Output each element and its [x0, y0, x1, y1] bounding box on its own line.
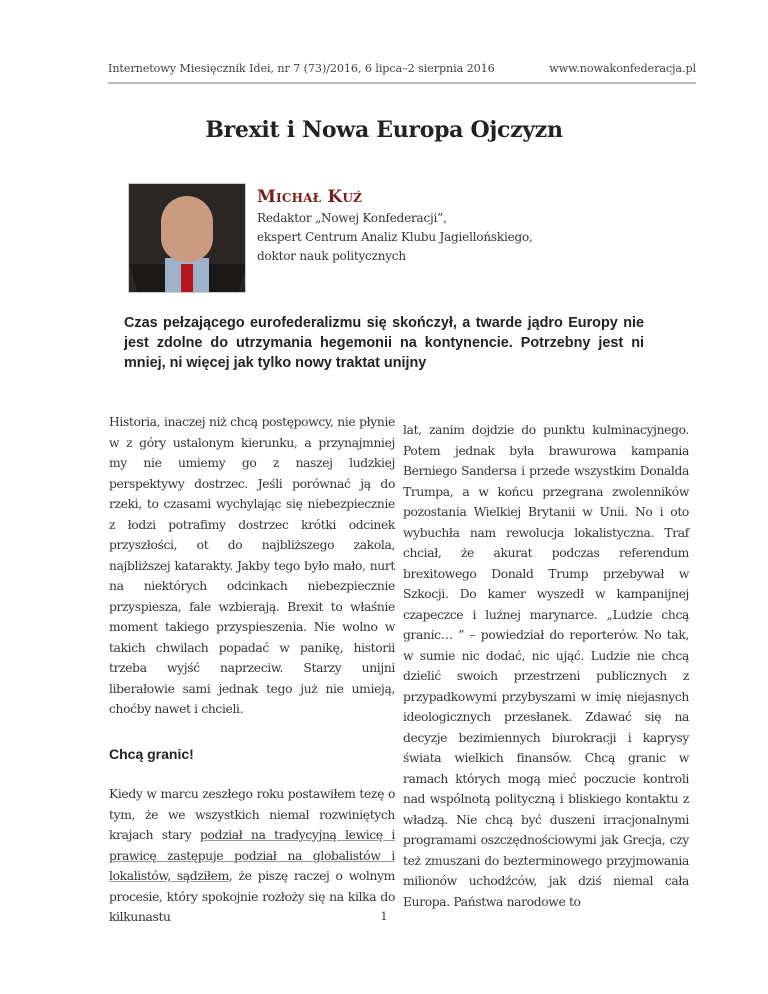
left-column: [109, 412, 395, 928]
photo-tie: [181, 264, 193, 293]
publication-info: Internetowy Miesięcznik Idei, nr 7 (73)/2016, 6 lipca–2 sierpnia 2016: [108, 62, 495, 75]
author-photo: [128, 183, 246, 293]
article-title: Brexit i Nowa Europa Ojczyzn: [205, 117, 563, 143]
right-column: [403, 420, 689, 912]
paragraph: [109, 784, 395, 928]
section-subheading: Chcą granic!: [109, 745, 194, 762]
running-header: [108, 58, 696, 84]
author-info: [257, 187, 577, 266]
author-bio-line: Redaktor „Nowej Konfederacji”,: [257, 211, 447, 225]
paragraph-text: , że piszę raczej o wolnym procesie, który spokojnie rozłoży się na kilka do kilkunastu: [109, 869, 395, 924]
author-bio-line: ekspert Centrum Analiz Klubu Jagiellońskiego,: [257, 230, 533, 244]
photo-head: [161, 196, 213, 262]
article-lead: Czas pełzającego eurofederalizmu się skończył, a twarde jądro Europy nie jest zdolne do utrzymania hegemonii na kontynencie. Potrzebny jest ni mniej, ni więcej jak tylko nowy traktat unijny: [124, 315, 644, 371]
paragraph: lat, zanim dojdzie do punktu kulminacyjnego. Potem jednak była brawurowa kampania Berniego Sandersa i przede wszystkim Donalda Trumpa, a w końcu przegrana zwolenników pozostania Wielkiej Brytanii w Unii. No i oto wybuchła nam rewolucja lokalistyczna. Traf chciał, że akurat podczas referendum brexitowego Donald Trump przebywał w Szkocji. Do kamer wyszedł w kampanijnej czapeczce i luźnej marynarce. „Ludzie chcą granic… ” – powiedział do reporterów. No tak, w sumie nic dodać, nic ująć. Ludzie nie chcą dzielić swoich przestrzeni publicznych z przypadkowymi przybyszami w imię niejasnych ideologicznych przesłanek. Zdawać się na decyzje bezimiennych biurokracji i kaprysy świata wielkich finansów. Chcą granic w ramach których mogą mieć poczucie kontroli nad wspólnotą polityczną i bliskiego kontaktu z władzą. Nie chcą być duszeni irracjonalnymi programami oszczędnościowymi jak Grecja, czy też zmuszani do bezterminowego przyjmowania milionów uchodźców, jak dziś niemal cała Europa. Państwa narodowe to: [403, 423, 689, 909]
website-url: www.nowakonfederacja.pl: [549, 62, 696, 75]
paragraph: Historia, inaczej niż chcą postępowcy, nie płynie w z góry ustalonym kierunku, a przynajmniej my nie umiemy go z naszej ludzkiej perspektywy dostrzec. Jeśli porównać ją do rzeki, to czasami wychylając się niebezpiecznie z łodzi potrafimy dostrzec krótki odcinek przyszłości, ot do najbliższego zakola, najbliższej katarakty. Jakby tego było mało, nurt na niektórych odcinkach niebezpiecznie przyspiesza, fale wzbierają. Brexit to właśnie moment takiego przyspieszenia. Nie wolno w takich chwilach popadać w panikę, historii trzeba wyjść naprzeciw. Starzy unijni liberałowie sami jednak tego już nie umieją, choćby nawet i chcieli.: [109, 415, 395, 716]
page-number: 1: [380, 910, 388, 923]
author-name: Michał Kuź: [257, 187, 363, 207]
inline-link[interactable]: podział na tradycyjną lewicę i prawicę zastępuje podział na globalistów i lokalistów, sądziłem: [109, 828, 395, 883]
paragraph-text: Kiedy w marcu zeszłego roku postawiłem tezę o tym, że we wszystkich niemal rozwiniętych krajach stary: [109, 787, 395, 842]
author-bio-line: doktor nauk politycznych: [257, 249, 406, 263]
